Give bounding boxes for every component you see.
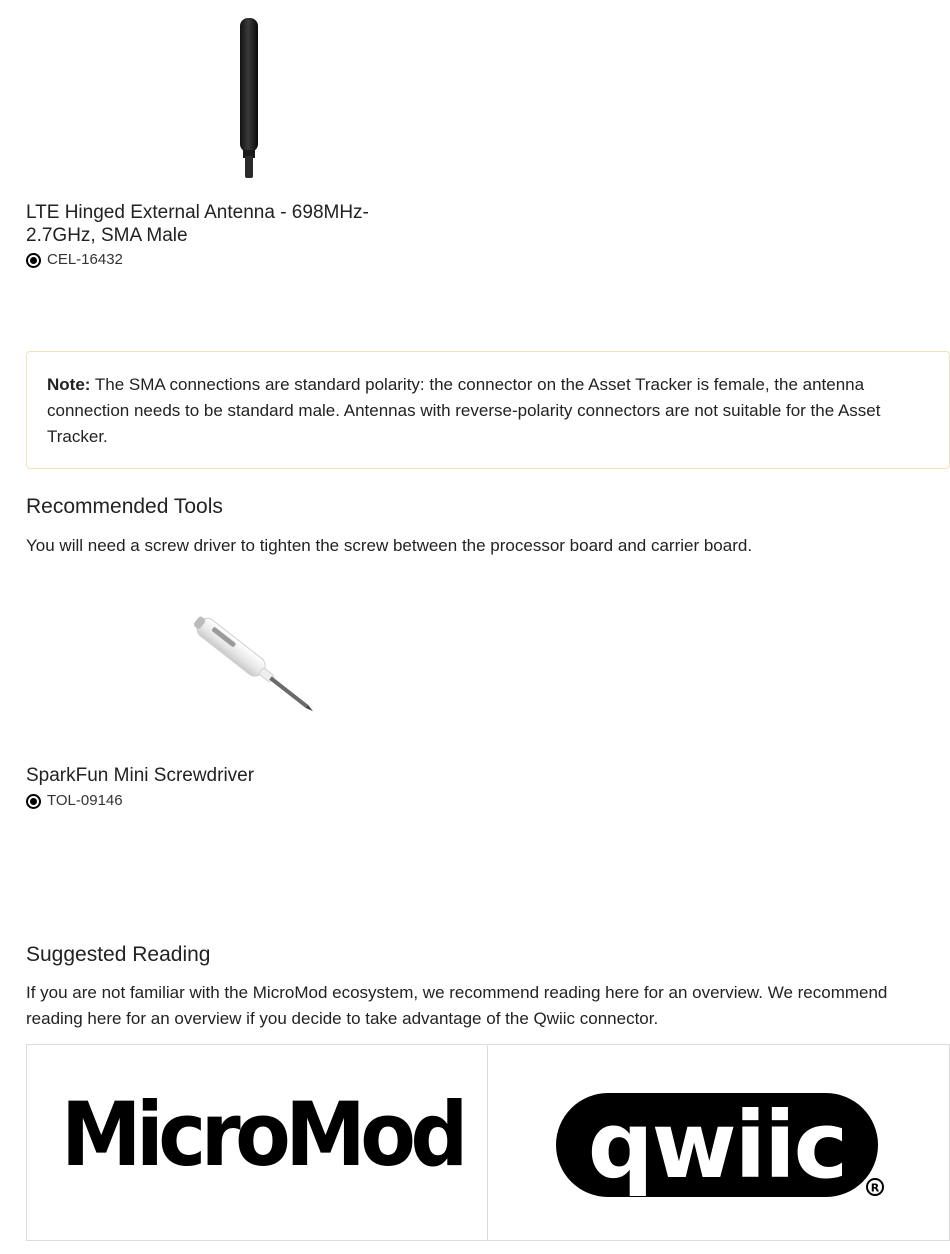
- screwdriver-icon: [160, 572, 340, 752]
- note-box: [26, 351, 950, 469]
- antenna-title-line2[interactable]: 2.7GHz, SMA Male: [26, 225, 188, 246]
- suggested-reading-text: If you are not familiar with the MicroMod ecosystem, we recommend reading here for an overview. We recommend reading here for an overview if you decide to take advantage of the Qwiic connector.: [26, 983, 888, 1028]
- note-text: The SMA connections are standard polarity: the connector on the Asset Tracker is female, the antenna connection needs to be standard male. Antennas with reverse-polarity connectors are not suitable for the Asset Tracker.: [47, 375, 881, 446]
- recommended-tools-text: You will need a screw driver to tighten the screw between the processor board and carrier board.: [26, 536, 753, 555]
- recommended-tools-heading: Recommended Tools: [26, 495, 223, 518]
- registered-mark: R: [870, 1181, 880, 1195]
- note-label: Note:: [47, 375, 91, 394]
- micromod-logo: MicroMod: [61, 1083, 463, 1186]
- screwdriver-sku: TOL-09146: [47, 792, 123, 809]
- screwdriver-sku-row: [26, 792, 123, 810]
- screwdriver-product-image[interactable]: [160, 572, 340, 752]
- antenna-icon: [160, 10, 340, 190]
- antenna-sku-row: [26, 251, 123, 269]
- antenna-product-title[interactable]: [26, 201, 426, 247]
- qwiic-logo-text: qwiic: [587, 1092, 847, 1199]
- sku-target-icon: [26, 253, 41, 268]
- antenna-sku: CEL-16432: [47, 251, 123, 268]
- micromod-tile[interactable]: [26, 1044, 488, 1241]
- suggested-reading-heading: Suggested Reading: [26, 943, 211, 966]
- qwiic-tile[interactable]: [487, 1044, 950, 1241]
- screwdriver-product-title[interactable]: SparkFun Mini Screwdriver: [26, 765, 255, 786]
- qwiic-logo: [488, 1045, 949, 1240]
- sku-target-icon: [26, 794, 41, 809]
- antenna-product-image[interactable]: [160, 10, 340, 190]
- antenna-title-line1[interactable]: LTE Hinged External Antenna - 698MHz-: [26, 202, 369, 223]
